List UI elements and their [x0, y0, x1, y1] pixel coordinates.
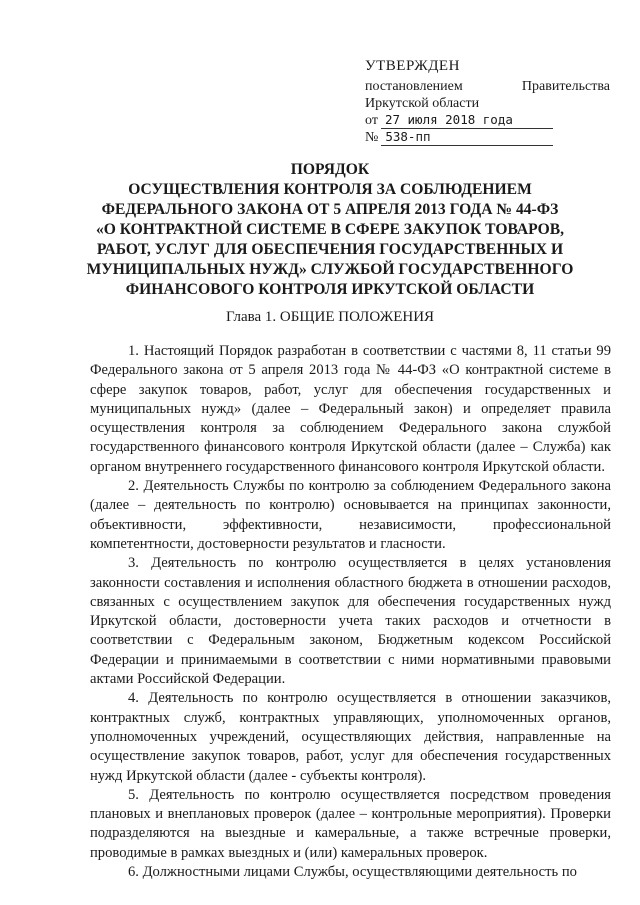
heading-line: «О КОНТРАКТНОЙ СИСТЕМЕ В СФЕРЕ ЗАКУПОК ТОВАРОВ,	[95, 221, 565, 238]
heading-line: ФЕДЕРАЛЬНОГО ЗАКОНА ОТ 5 АПРЕЛЯ 2013 ГОДА № 44-ФЗ	[101, 201, 559, 218]
heading-line: ФИНАНСОВОГО КОНТРОЛЯ ИРКУТСКОЙ ОБЛАСТИ	[125, 281, 535, 298]
approval-title: УТВЕРЖДЕН	[365, 58, 460, 74]
paragraph: 1. Настоящий Порядок разработан в соответствии с частями 8, 11 статьи 99 Федерального закона от 5 апреля 2013 года № 44-ФЗ «О контрактной системе в сфере закупок товаров, работ, услуг для обеспечения государственных и муниципальных нужд» (далее – Федеральный закон) и определяет правила осуществления контроля за соблюдением Федерального закона службой государственного финансового контроля Иркутской области (далее – Служба) как органом внутреннего государственного финансового контроля Иркутской области.	[90, 343, 611, 475]
paragraph: 4. Деятельность по контролю осуществляется в отношении заказчиков, контрактных служб, контрактных управляющих, уполномоченных органов, уполномоченных учреждений, осуществляющих действия, направленные на осуществление закупок товаров, работ, услуг для обеспечения государственных нужд Иркутской области (далее - субъекты контроля).	[90, 690, 611, 784]
approval-number-value: 538-пп	[381, 129, 553, 146]
approval-line-1	[365, 78, 610, 95]
paragraph: 2. Деятельность Службы по контролю за соблюдением Федерального закона (далее – деятельность по контролю) основывается на принципах законности, объективности, эффективности, независимости, профессиональной компетентности, достоверности результатов и гласности.	[90, 478, 611, 552]
approval-date-row	[365, 112, 610, 129]
approval-date-value: 27 июля 2018 года	[381, 112, 553, 129]
approval-date-prefix: от	[365, 113, 378, 128]
paragraph: 5. Деятельность по контролю осуществляется посредством проведения плановых и внеплановых проверок (далее – контрольные мероприятия). Проверки подразделяются на выездные и камеральные, а также встречные проверки, проводимые в рамках выездных и (или) камеральных проверок.	[90, 786, 611, 861]
heading-line: РАБОТ, УСЛУГ ДЛЯ ОБЕСПЕЧЕНИЯ ГОСУДАРСТВЕННЫХ И	[96, 241, 564, 258]
approval-line-2: Иркутской области	[365, 96, 480, 111]
approval-line-1-right: Правительства	[521, 79, 610, 94]
paragraph: 6. Должностными лицами Службы, осуществляющими деятельность по	[128, 864, 577, 881]
document-body	[90, 342, 611, 882]
paragraph: 3. Деятельность по контролю осуществляется в целях установления законности составления и исполнения областного бюджета в отношении расходов, связанных с осуществлением закупок для обеспечения государственных нужд Иркутской области, достоверности учета таких расходов и отчетности в соответствии с Федеральным законом, Бюджетным кодексом Российской Федерации и принимаемыми в соответствии с ними нормативными правовыми актами Российской Федерации.	[90, 555, 611, 688]
approval-number-row	[365, 129, 610, 146]
heading-line: ОСУЩЕСТВЛЕНИЯ КОНТРОЛЯ ЗА СОБЛЮДЕНИЕМ	[128, 181, 532, 198]
approval-stamp	[365, 58, 610, 146]
heading-line: МУНИЦИПАЛЬНЫХ НУЖД» СЛУЖБОЙ ГОСУДАРСТВЕННОГО	[86, 261, 574, 278]
document-heading	[60, 160, 600, 300]
approval-line-1-left: постановлением	[365, 79, 463, 94]
heading-line: ПОРЯДОК	[290, 161, 370, 178]
approval-number-prefix: №	[365, 130, 379, 145]
chapter-title: Глава 1. ОБЩИЕ ПОЛОЖЕНИЯ	[225, 309, 435, 325]
